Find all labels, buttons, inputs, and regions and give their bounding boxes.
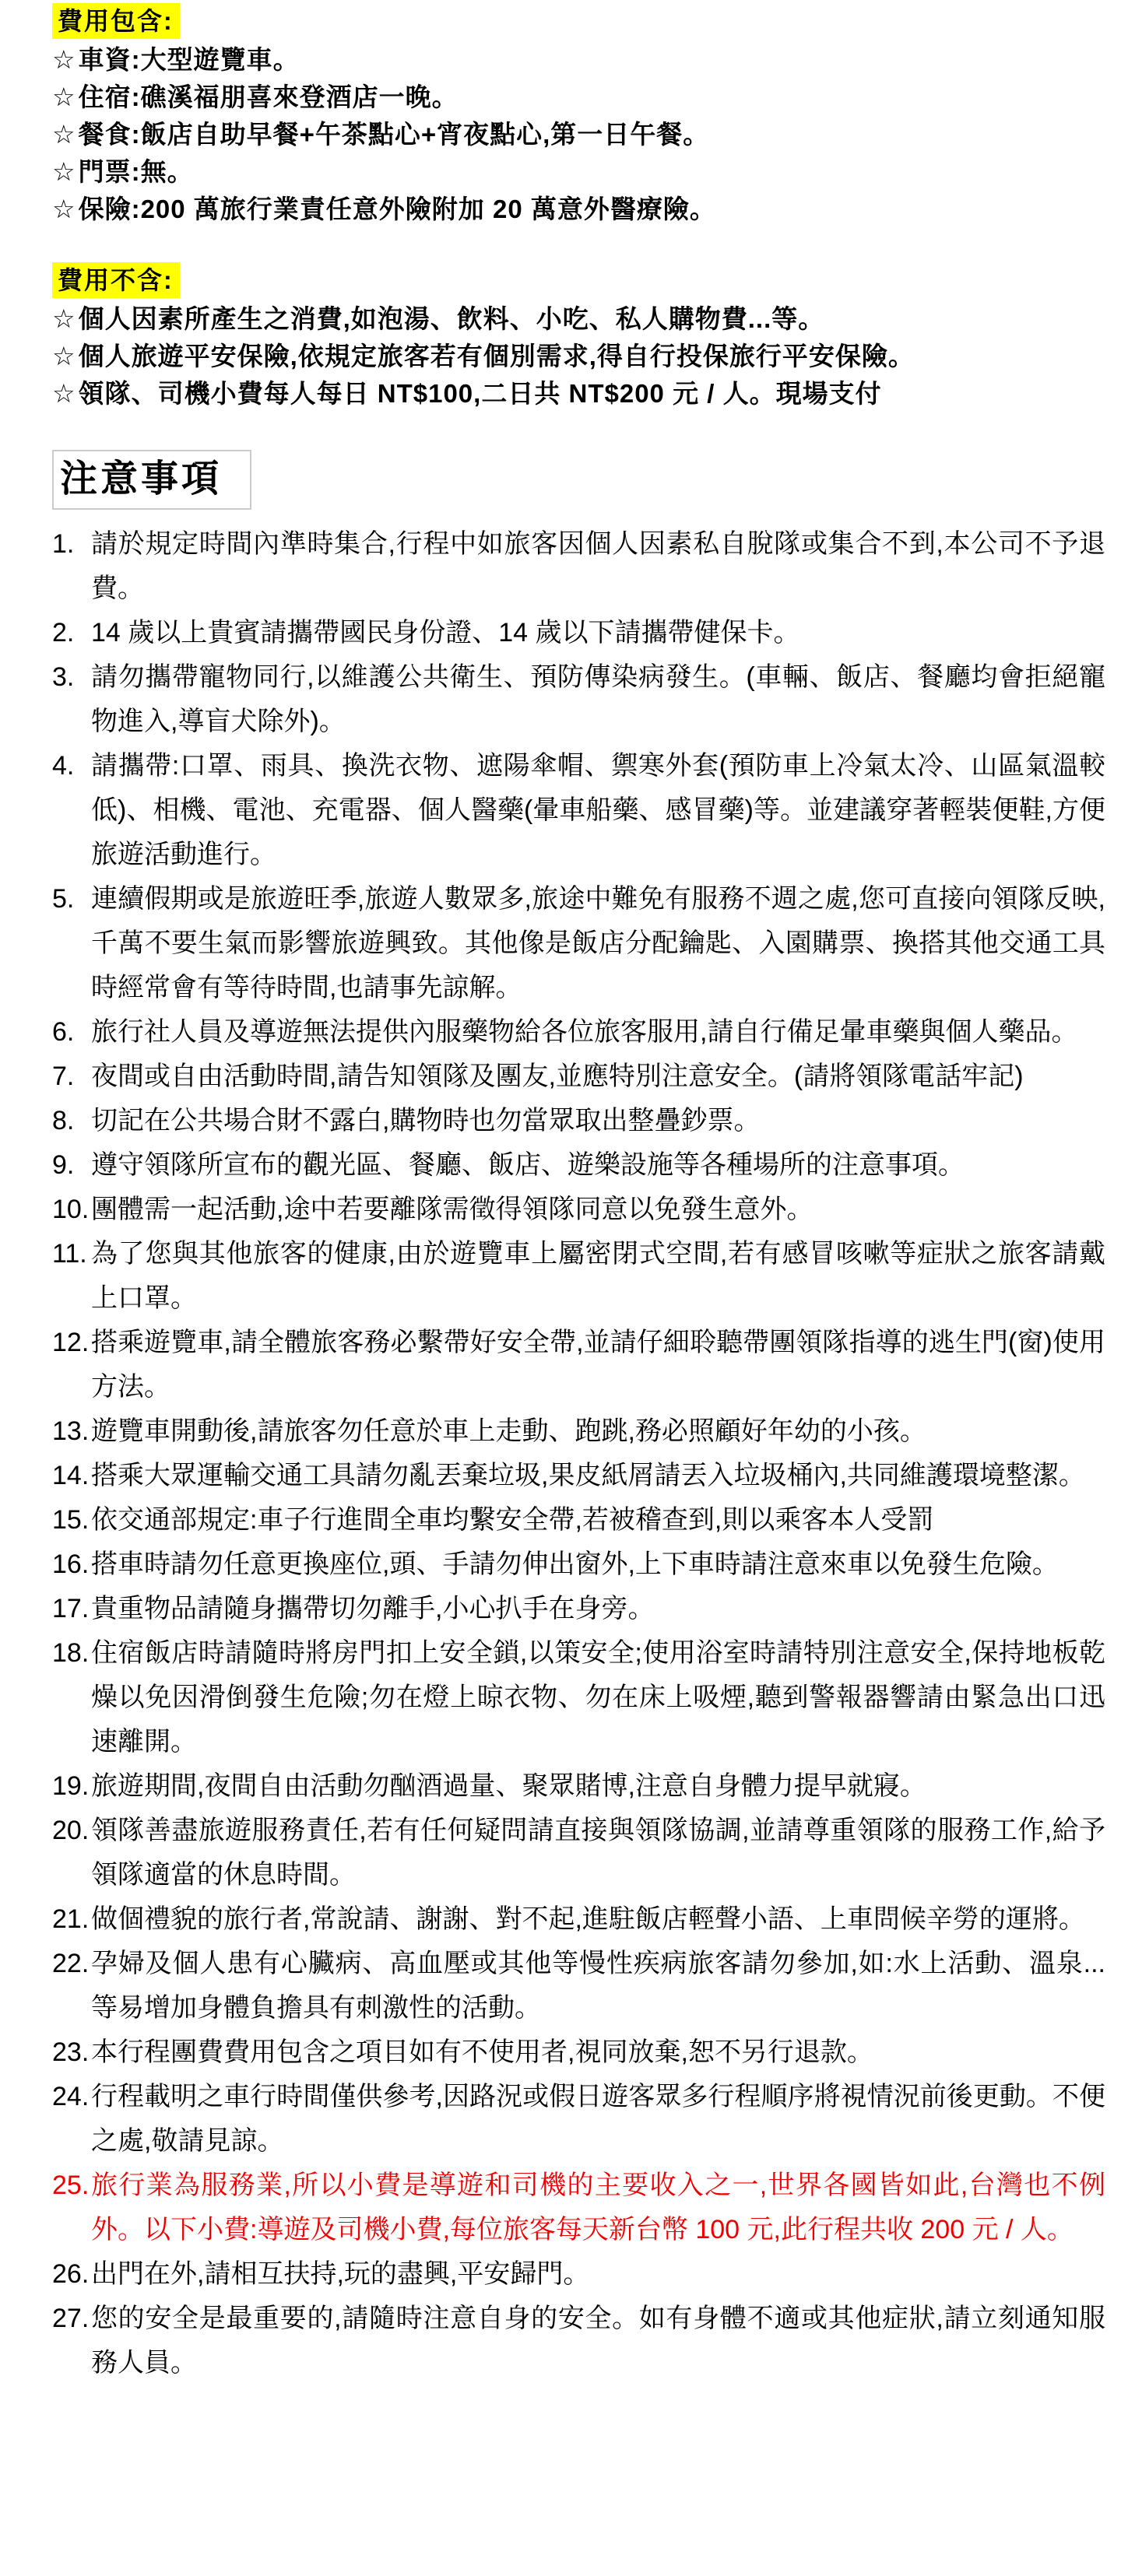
note-text: 遊覽車開動後,請旅客勿任意於車上走動、跑跳,務必照顧好年幼的小孩。 [91,1416,926,1447]
fee-item-text: 餐食:飯店自助早餐+午茶點心+宵夜點心,第一日午餐。 [78,120,710,149]
note-number: 13. [52,1416,90,1447]
note-item [52,1055,1105,1099]
note-text: 為了您與其他旅客的健康,由於遊覽車上屬密閉式空間,若有感冒咳嗽等症狀之旅客請戴上口罩。 [91,1239,1105,1314]
note-item [52,2164,1105,2252]
star-bullet-icon: ☆ [52,157,76,186]
note-number: 26. [52,2259,90,2290]
note-item [52,1188,1105,1232]
note-number: 27. [52,2304,90,2334]
note-item [52,2075,1105,2164]
note-item [52,2252,1105,2297]
note-text: 請勿攜帶寵物同行,以維護公共衛生、預防傳染病發生。(車輛、飯店、餐廳均會拒絕寵物進入,導盲犬除外)。 [91,662,1105,737]
fee-item-text: 個人旅遊平安保險,依規定旅客若有個別需求,得自行投保旅行平安保險。 [78,342,915,370]
note-text: 切記在公共場合財不露白,購物時也勿當眾取出整疊鈔票。 [91,1106,761,1136]
fee-item-text: 保險:200 萬旅行業責任意外險附加 20 萬意外醫療險。 [78,195,716,223]
note-number: 14. [52,1461,90,1491]
note-text: 旅行社人員及導遊無法提供內服藥物給各位旅客服用,請自行備足暈車藥與個人藥品。 [91,1017,1078,1048]
note-number: 21. [52,1904,90,1935]
note-item [52,1454,1105,1498]
note-item [52,1942,1105,2030]
note-item [52,1764,1105,1809]
note-number: 18. [52,1638,90,1669]
note-item [52,1143,1105,1188]
note-number: 3. [52,662,75,693]
note-item [52,1809,1105,1897]
note-item [52,522,1105,611]
note-item [52,1631,1105,1764]
note-number: 19. [52,1771,90,1802]
note-number: 2. [52,618,75,648]
note-number: 7. [52,1062,75,1092]
star-bullet-icon: ☆ [52,195,76,223]
note-item [52,655,1105,744]
note-number: 1. [52,529,75,560]
note-text: 14 歲以上貴賓請攜帶國民身份證、14 歲以下請攜帶健保卡。 [91,618,800,648]
fee-item [52,116,1121,153]
star-bullet-icon: ☆ [52,120,76,149]
note-text: 夜間或自由活動時間,請告知領隊及團友,並應特別注意安全。(請將領隊電話牢記) [91,1062,1024,1092]
fee-item [52,338,1121,375]
note-number: 6. [52,1017,75,1048]
star-bullet-icon: ☆ [52,342,76,370]
fees-included-section [52,3,1121,228]
note-text: 您的安全是最重要的,請隨時注意自身的安全。如有身體不適或其他症狀,請立刻通知服務人員。 [91,2304,1105,2378]
note-text: 本行程團費費用包含之項目如有不使用者,視同放棄,恕不另行退款。 [91,2037,873,2068]
note-item [52,2297,1105,2385]
note-item [52,1498,1105,1542]
note-item [52,1897,1105,1942]
note-item [52,1409,1105,1454]
star-bullet-icon: ☆ [52,379,76,408]
note-text: 搭乘大眾運輸交通工具請勿亂丟棄垃圾,果皮紙屑請丟入垃圾桶內,共同維護環境整潔。 [91,1461,1085,1491]
note-number: 8. [52,1106,75,1136]
notes-title: 注意事項 [60,458,223,500]
fee-item [52,41,1121,79]
fee-item-text: 住宿:礁溪福朋喜來登酒店一晚。 [78,82,459,111]
note-item [52,1321,1105,1409]
note-text: 搭車時請勿任意更換座位,頭、手請勿伸出窗外,上下車時請注意來車以免發生危險。 [91,1549,1059,1580]
note-text: 孕婦及個人患有心臟病、高血壓或其他等慢性疾病旅客請勿參加,如:水上活動、溫泉...等易增加身體負擔具有刺激性的活動。 [91,1949,1105,2023]
note-item [52,1232,1105,1321]
note-text: 出門在外,請相互扶持,玩的盡興,平安歸門。 [91,2259,590,2290]
note-number: 12. [52,1328,90,1358]
note-number: 15. [52,1505,90,1535]
note-number: 24. [52,2082,90,2112]
note-number: 5. [52,884,75,914]
note-text: 旅行業為服務業,所以小費是導遊和司機的主要收入之一,世界各國皆如此,台灣也不例外。以下小費:導遊及司機小費,每位旅客每天新台幣 100 元,此行程共收 200 元 / 人。 [91,2171,1105,2245]
fees-included-list [52,41,1121,228]
star-bullet-icon: ☆ [52,82,76,111]
fees-excluded-section [52,262,1121,412]
note-item [52,1542,1105,1587]
note-item [52,744,1105,877]
note-number: 25. [52,2171,90,2201]
note-item [52,611,1105,655]
note-number: 23. [52,2037,90,2068]
note-text: 住宿飯店時請隨時將房門扣上安全鎖,以策安全;使用浴室時請特別注意安全,保持地板乾燥以免因滑倒發生危險;勿在燈上晾衣物、勿在床上吸煙,聽到警報器響請由緊急出口迅速離開。 [91,1638,1105,1757]
note-item [52,877,1105,1010]
fee-item-text: 個人因素所產生之消費,如泡湯、飲料、小吃、私人購物費...等。 [78,304,825,333]
fees-excluded-list [52,300,1121,412]
note-number: 11. [52,1239,87,1269]
note-text: 連續假期或是旅遊旺季,旅遊人數眾多,旅途中難免有服務不週之處,您可直接向領隊反映,千萬不要生氣而影響旅遊興致。其他像是飯店分配鑰匙、入園購票、換搭其他交通工具時經常會有等待時間,也請事先諒解。 [91,884,1105,1003]
fee-item-text: 門票:無。 [78,157,194,186]
note-item [52,1010,1105,1055]
star-bullet-icon: ☆ [52,45,76,74]
fee-item [52,79,1121,116]
fees-included-title: 費用包含: [52,3,180,39]
note-number: 9. [52,1150,75,1181]
fees-excluded-title: 費用不含: [52,262,180,298]
fee-item [52,153,1121,191]
note-text: 做個禮貌的旅行者,常說請、謝謝、對不起,進駐飯店輕聲小語、上車問候辛勞的運將。 [91,1904,1085,1935]
note-item [52,2030,1105,2075]
note-text: 請攜帶:口罩、雨具、換洗衣物、遮陽傘帽、禦寒外套(預防車上冷氣太冷、山區氣溫較低)、相機、電池、充電器、個人醫藥(暈車船藥、感冒藥)等。並建議穿著輕裝便鞋,方便旅遊活動進行。 [91,751,1105,870]
note-text: 旅遊期間,夜間自由活動勿酗酒過量、聚眾賭博,注意自身體力提早就寢。 [91,1771,926,1802]
note-text: 領隊善盡旅遊服務責任,若有任何疑問請直接與領隊協調,並請尊重領隊的服務工作,給予領隊適當的休息時間。 [91,1816,1105,1890]
notes-section [52,412,1121,2385]
note-number: 17. [52,1594,90,1624]
star-bullet-icon: ☆ [52,304,76,333]
fee-item-text: 領隊、司機小費每人每日 NT$100,二日共 NT$200 元 / 人。現場支付 [78,379,882,408]
note-number: 4. [52,751,75,781]
note-text: 團體需一起活動,途中若要離隊需徵得領隊同意以免發生意外。 [91,1195,814,1225]
note-text: 遵守領隊所宣布的觀光區、餐廳、飯店、遊樂設施等各種場所的注意事項。 [91,1150,965,1181]
note-text: 搭乘遊覽車,請全體旅客務必繫帶好安全帶,並請仔細聆聽帶團領隊指導的逃生門(窗)使用方法。 [91,1328,1105,1402]
note-text: 依交通部規定:車子行進間全車均繫安全帶,若被稽查到,則以乘客本人受罰 [91,1505,934,1535]
notes-title-box [52,450,251,510]
note-text: 行程載明之車行時間僅供參考,因路況或假日遊客眾多行程順序將視情況前後更動。不便之處,敬請見諒。 [91,2082,1105,2157]
note-number: 16. [52,1549,90,1580]
notes-list [52,522,1121,2385]
note-number: 22. [52,1949,90,1979]
note-item [52,1587,1105,1631]
fee-item [52,300,1121,338]
note-item [52,1099,1105,1143]
fee-item [52,191,1121,228]
fee-item [52,375,1121,412]
note-text: 貴重物品請隨身攜帶切勿離手,小心扒手在身旁。 [91,1594,655,1624]
note-text: 請於規定時間內準時集合,行程中如旅客因個人因素私自脫隊或集合不到,本公司不予退費。 [91,529,1105,604]
note-number: 20. [52,1816,90,1846]
fee-item-text: 車資:大型遊覽車。 [78,45,300,74]
note-number: 10. [52,1195,90,1225]
